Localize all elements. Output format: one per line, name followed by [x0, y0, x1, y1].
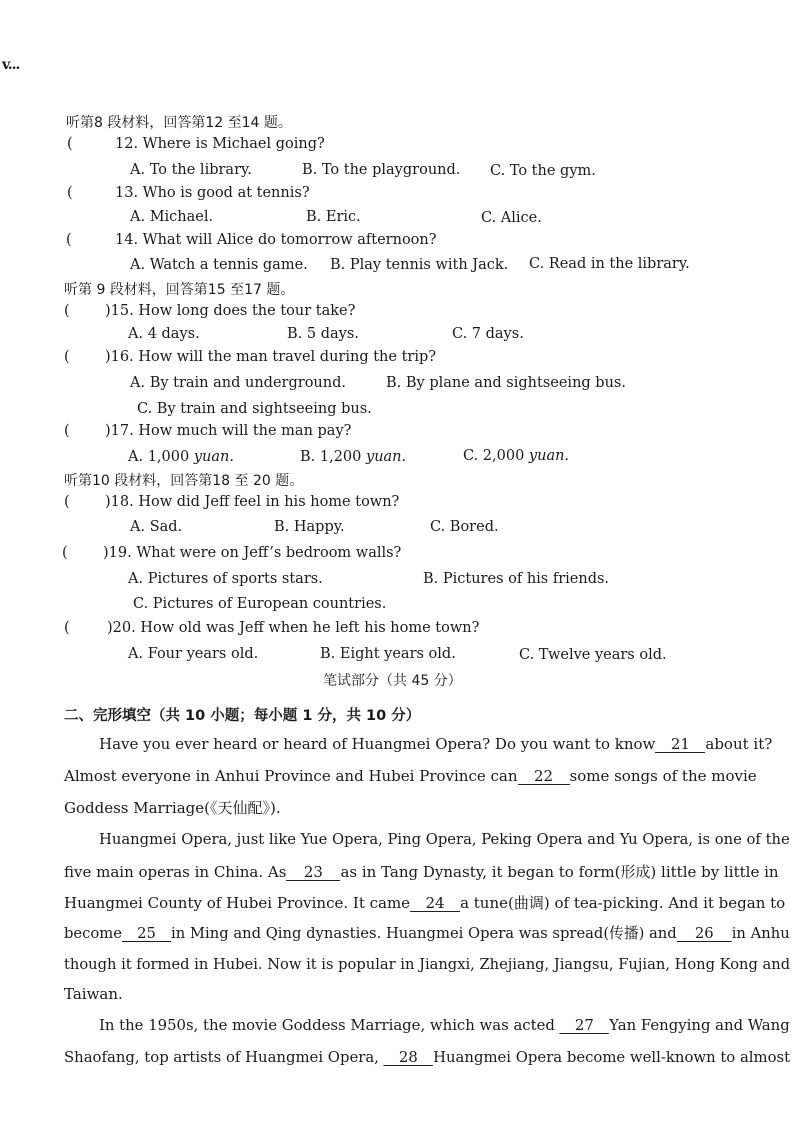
section8-intro: 听第8 段材料，回答第12 至14 题。 [66, 115, 292, 131]
option-12a: A. To the library. [130, 162, 252, 178]
blank-27[interactable]: 27 [560, 1017, 610, 1034]
option-14b: B. Play tennis with Jack. [330, 257, 509, 273]
option-20b: B. Eight years old. [320, 646, 456, 662]
blank-22[interactable]: 22 [518, 768, 570, 785]
option-16a: A. By train and underground. [130, 375, 346, 391]
answer-paren: ( [66, 232, 72, 248]
option-13a: A. Michael. [130, 209, 214, 225]
option-12b: B. To the playground. [302, 162, 461, 178]
cloze-p3-line1: In the 1950s, the movie Goddess Marriage, which was acted 27 Yan Fengying and Wang [99, 1016, 790, 1034]
option-15a: A. 4 days. [128, 326, 200, 342]
option-20c: C. Twelve years old. [519, 647, 667, 663]
question-19: )19. What were on Jeff’s bedroom walls? [103, 545, 402, 561]
option-13b: B. Eric. [306, 209, 361, 225]
option-17a: A. 1,000 yuan. [128, 449, 234, 465]
blank-21[interactable]: 21 [655, 736, 705, 753]
blank-28[interactable]: 28 [384, 1049, 433, 1066]
question-16: )16. How will the man travel during the trip? [105, 349, 437, 365]
question-15: )15. How long does the tour take? [105, 303, 356, 319]
answer-paren: ( [64, 349, 70, 365]
option-12c: C. To the gym. [490, 163, 596, 179]
cloze-p2-line3: Huangmei County of Hubei Province. It came 24 a tune(曲调) of tea-picking. And it began to [64, 894, 786, 912]
option-16b: B. By plane and sightseeing bus. [386, 375, 626, 391]
section9-intro: 听第 9 段材料，回答第15 至17 题。 [64, 282, 295, 298]
answer-paren: ( [64, 423, 70, 439]
cloze-heading: 二、完形填空（共 10 小题；每小题 1 分，共 10 分） [64, 708, 421, 724]
blank-26[interactable]: 26 [677, 925, 732, 942]
cloze-p2-line5: though it formed in Hubei. Now it is popular in Jiangxi, Zhejiang, Jiangsu, Fujian, Hong Kong and [64, 955, 791, 973]
option-19b: B. Pictures of his friends. [423, 571, 610, 587]
question-12: 12. Where is Michael going? [115, 136, 325, 152]
option-19c: C. Pictures of European countries. [133, 596, 387, 612]
answer-paren: ( [64, 494, 70, 510]
blank-24[interactable]: 24 [410, 895, 460, 912]
cloze-p2-line4: become 25 in Ming and Qing dynasties. Huangmei Opera was spread(传播) and 26 in Anhu [64, 924, 790, 942]
question-13: 13. Who is good at tennis? [115, 185, 310, 201]
blank-25[interactable]: 25 [122, 925, 171, 942]
cloze-p3-line2: Shaofang, top artists of Huangmei Opera, 28 Huangmei Opera become well-known to almost [64, 1048, 791, 1066]
question-20: )20. How old was Jeff when he left his home town? [107, 620, 480, 636]
question-14: 14. What will Alice do tomorrow afternoon? [115, 232, 437, 248]
option-13c: C. Alice. [481, 210, 542, 226]
cloze-p2-line2: five main operas in China. As 23 as in Tang Dynasty, it began to form(形成) little by little in [64, 863, 779, 881]
option-17b: B. 1,200 yuan. [300, 449, 407, 465]
cloze-p2-line6: Taiwan. [64, 985, 123, 1003]
option-18c: C. Bored. [430, 519, 499, 535]
option-14a: A. Watch a tennis game. [130, 257, 308, 273]
option-18b: B. Happy. [274, 519, 345, 535]
corner-mark: v... [2, 57, 20, 73]
cloze-p1-line3: Goddess Marriage(《天仙配》). [64, 799, 281, 817]
question-17: )17. How much will the man pay? [105, 423, 352, 439]
option-16c: C. By train and sightseeing bus. [137, 401, 372, 417]
option-20a: A. Four years old. [128, 646, 259, 662]
cloze-p2-line1: Huangmei Opera, just like Yue Opera, Ping Opera, Peking Opera and Yu Opera, is one of the [99, 830, 790, 848]
blank-23[interactable]: 23 [286, 864, 340, 881]
section10-intro: 听第10 段材料，回答第18 至 20 题。 [64, 473, 304, 489]
option-19a: A. Pictures of sports stars. [128, 571, 323, 587]
answer-paren: ( [64, 303, 70, 319]
option-15b: B. 5 days. [287, 326, 359, 342]
answer-paren: ( [62, 545, 68, 561]
option-18a: A. Sad. [130, 519, 183, 535]
cloze-p1-line2: Almost everyone in Anhui Province and Hubei Province can 22 some songs of the movie [64, 767, 757, 785]
option-15c: C. 7 days. [452, 326, 524, 342]
answer-paren: ( [67, 136, 73, 152]
written-part-header: 笔试部分（共 45 分） [323, 673, 462, 689]
question-18: )18. How did Jeff feel in his home town? [105, 494, 400, 510]
option-17c: C. 2,000 yuan. [463, 448, 570, 464]
answer-paren: ( [67, 185, 73, 201]
answer-paren: ( [64, 620, 70, 636]
cloze-p1-line1: Have you ever heard or heard of Huangmei Opera? Do you want to know 21 about it? [99, 735, 773, 753]
option-14c: C. Read in the library. [529, 256, 690, 272]
